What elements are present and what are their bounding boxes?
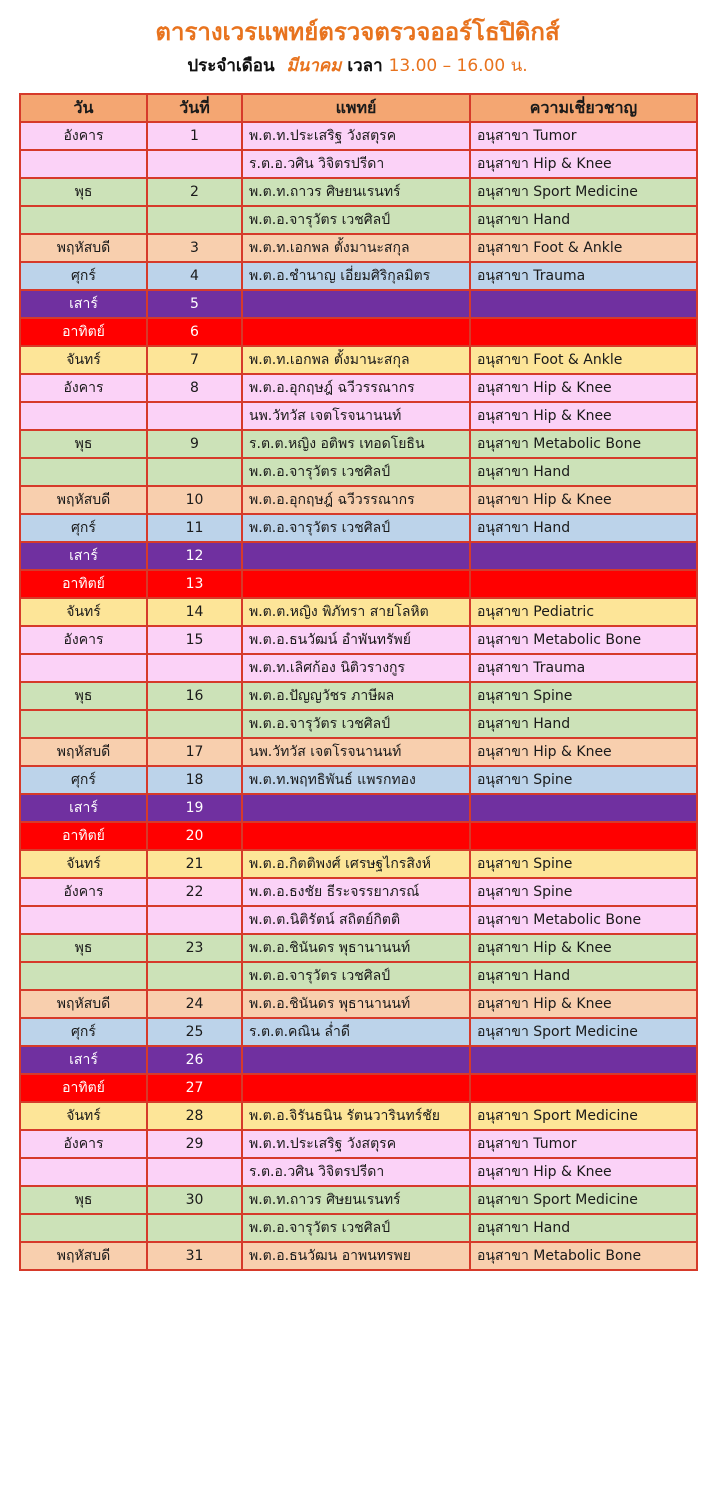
day-cell: ศุกร์ — [20, 262, 147, 290]
day-cell — [20, 150, 147, 178]
doctor-cell: พ.ต.ท.เลิศก้อง นิติวรางกูร — [242, 654, 470, 682]
doctor-cell: พ.ต.อ.จารุวัตร เวชศิลป์ — [242, 962, 470, 990]
date-cell: 26 — [147, 1046, 242, 1074]
date-cell — [147, 962, 242, 990]
specialty-cell — [470, 1046, 697, 1074]
doctor-cell: พ.ต.ต.นิติรัตน์ สถิตย์กิตติ — [242, 906, 470, 934]
table-row — [20, 962, 697, 990]
day-cell: อาทิตย์ — [20, 1074, 147, 1102]
date-cell: 20 — [147, 822, 242, 850]
specialty-cell: อนุสาขา Sport Medicine — [470, 1186, 697, 1214]
doctor-cell: พ.ต.ท.ถาวร ศิษยนเรนทร์ — [242, 178, 470, 206]
table-row — [20, 514, 697, 542]
date-cell — [147, 458, 242, 486]
specialty-cell: อนุสาขา Sport Medicine — [470, 1102, 697, 1130]
specialty-cell: อนุสาขา Metabolic Bone — [470, 906, 697, 934]
specialty-cell: อนุสาขา Hand — [470, 206, 697, 234]
specialty-cell: อนุสาขา Hand — [470, 1214, 697, 1242]
table-row — [20, 542, 697, 570]
specialty-cell: อนุสาขา Trauma — [470, 654, 697, 682]
doctor-cell — [242, 1074, 470, 1102]
doctor-cell: พ.ต.ท.ประเสริฐ วังสตุรค — [242, 122, 470, 150]
doctor-cell: ร.ต.ต.หญิง อติพร เทอดโยธิน — [242, 430, 470, 458]
day-cell — [20, 1158, 147, 1186]
doctor-cell — [242, 318, 470, 346]
specialty-cell: อนุสาขา Hand — [470, 962, 697, 990]
day-cell: เสาร์ — [20, 1046, 147, 1074]
specialty-cell: อนุสาขา Hand — [470, 458, 697, 486]
column-header-doctor: แพทย์ — [242, 94, 470, 122]
date-cell: 24 — [147, 990, 242, 1018]
day-cell — [20, 710, 147, 738]
table-row — [20, 318, 697, 346]
specialty-cell — [470, 1074, 697, 1102]
date-cell: 15 — [147, 626, 242, 654]
doctor-cell: พ.ต.อ.จารุวัตร เวชศิลป์ — [242, 514, 470, 542]
specialty-cell: อนุสาขา Spine — [470, 850, 697, 878]
date-cell: 2 — [147, 178, 242, 206]
day-cell: อาทิตย์ — [20, 822, 147, 850]
table-row — [20, 150, 697, 178]
table-row — [20, 234, 697, 262]
day-cell: เสาร์ — [20, 542, 147, 570]
day-cell: พุธ — [20, 682, 147, 710]
day-cell: อาทิตย์ — [20, 570, 147, 598]
table-row — [20, 290, 697, 318]
table-row — [20, 626, 697, 654]
day-cell — [20, 962, 147, 990]
date-cell — [147, 150, 242, 178]
doctor-cell — [242, 794, 470, 822]
specialty-cell: อนุสาขา Hip & Knee — [470, 1158, 697, 1186]
specialty-cell: อนุสาขา Sport Medicine — [470, 178, 697, 206]
specialty-cell: อนุสาขา Hip & Knee — [470, 738, 697, 766]
day-cell — [20, 206, 147, 234]
doctor-cell: พ.ต.อ.จารุวัตร เวชศิลป์ — [242, 206, 470, 234]
specialty-cell: อนุสาขา Hip & Knee — [470, 990, 697, 1018]
doctor-cell: พ.ต.ท.ถาวร ศิษยนเรนทร์ — [242, 1186, 470, 1214]
table-header-row — [20, 94, 697, 122]
table-row — [20, 878, 697, 906]
day-cell: อังคาร — [20, 626, 147, 654]
table-row — [20, 122, 697, 150]
specialty-cell: อนุสาขา Sport Medicine — [470, 1018, 697, 1046]
doctor-cell: ร.ต.อ.วศิน วิจิตรปรีดา — [242, 1158, 470, 1186]
table-row — [20, 850, 697, 878]
table-row — [20, 206, 697, 234]
table-row — [20, 794, 697, 822]
date-cell: 31 — [147, 1242, 242, 1270]
doctor-cell: พ.ต.อ.กิตติพงศ์ เศรษฐไกรสิงห์ — [242, 850, 470, 878]
date-cell — [147, 206, 242, 234]
doctor-cell — [242, 822, 470, 850]
doctor-cell: นพ.วัทวัส เจตโรจนานนท์ — [242, 402, 470, 430]
day-cell: จันทร์ — [20, 598, 147, 626]
date-cell — [147, 1158, 242, 1186]
table-row — [20, 682, 697, 710]
schedule-table — [19, 93, 698, 1271]
day-cell — [20, 1214, 147, 1242]
date-cell: 4 — [147, 262, 242, 290]
date-cell: 14 — [147, 598, 242, 626]
specialty-cell: อนุสาขา Hip & Knee — [470, 374, 697, 402]
day-cell: ศุกร์ — [20, 766, 147, 794]
table-row — [20, 710, 697, 738]
doctor-cell — [242, 1046, 470, 1074]
day-cell: ศุกร์ — [20, 514, 147, 542]
specialty-cell: อนุสาขา Trauma — [470, 262, 697, 290]
day-cell: ศุกร์ — [20, 1018, 147, 1046]
day-cell: อังคาร — [20, 122, 147, 150]
day-cell: จันทร์ — [20, 1102, 147, 1130]
specialty-cell — [470, 318, 697, 346]
table-row — [20, 654, 697, 682]
day-cell: พฤหัสบดี — [20, 1242, 147, 1270]
doctor-cell: ร.ต.ต.คณิน ล่ำดี — [242, 1018, 470, 1046]
specialty-cell: อนุสาขา Hip & Knee — [470, 150, 697, 178]
doctor-cell — [242, 290, 470, 318]
table-row — [20, 1018, 697, 1046]
table-row — [20, 1130, 697, 1158]
table-row — [20, 570, 697, 598]
doctor-cell: พ.ต.อ.ธนวัฒน์ อำพันทรัพย์ — [242, 626, 470, 654]
specialty-cell — [470, 570, 697, 598]
table-row — [20, 486, 697, 514]
specialty-cell: อนุสาขา Spine — [470, 682, 697, 710]
table-row — [20, 822, 697, 850]
day-cell: พุธ — [20, 934, 147, 962]
date-cell: 7 — [147, 346, 242, 374]
doctor-cell: พ.ต.ท.ประเสริฐ วังสตุรค — [242, 1130, 470, 1158]
table-row — [20, 1214, 697, 1242]
date-cell: 13 — [147, 570, 242, 598]
doctor-cell: พ.ต.อ.จารุวัตร เวชศิลป์ — [242, 458, 470, 486]
date-cell: 12 — [147, 542, 242, 570]
doctor-cell: พ.ต.อ.จารุวัตร เวชศิลป์ — [242, 710, 470, 738]
doctor-cell: พ.ต.อ.ชินันดร พุธานานนท์ — [242, 934, 470, 962]
day-cell: อาทิตย์ — [20, 318, 147, 346]
date-cell — [147, 906, 242, 934]
date-cell: 5 — [147, 290, 242, 318]
day-cell: อังคาร — [20, 1130, 147, 1158]
date-cell: 28 — [147, 1102, 242, 1130]
table-row — [20, 458, 697, 486]
date-cell: 30 — [147, 1186, 242, 1214]
doctor-cell: พ.ต.อ.อุกฤษฎ์ ฉวีวรรณากร — [242, 486, 470, 514]
specialty-cell: อนุสาขา Hip & Knee — [470, 486, 697, 514]
table-row — [20, 1102, 697, 1130]
date-cell: 27 — [147, 1074, 242, 1102]
date-cell: 25 — [147, 1018, 242, 1046]
table-row — [20, 906, 697, 934]
subtitle-month: มีนาคม — [286, 56, 342, 76]
date-cell: 17 — [147, 738, 242, 766]
table-row — [20, 402, 697, 430]
day-cell: เสาร์ — [20, 290, 147, 318]
table-row — [20, 262, 697, 290]
specialty-cell: อนุสาขา Metabolic Bone — [470, 626, 697, 654]
date-cell: 3 — [147, 234, 242, 262]
day-cell: จันทร์ — [20, 346, 147, 374]
date-cell: 19 — [147, 794, 242, 822]
doctor-cell — [242, 570, 470, 598]
date-cell: 21 — [147, 850, 242, 878]
day-cell: พุธ — [20, 178, 147, 206]
table-row — [20, 374, 697, 402]
date-cell — [147, 402, 242, 430]
date-cell: 23 — [147, 934, 242, 962]
table-row — [20, 1186, 697, 1214]
table-row — [20, 178, 697, 206]
table-row — [20, 1242, 697, 1270]
doctor-cell: พ.ต.อ.ธงชัย ธีระจรรยาภรณ์ — [242, 878, 470, 906]
doctor-cell: พ.ต.อ.ชำนาญ เอี่ยมศิริกุลมิตร — [242, 262, 470, 290]
specialty-cell: อนุสาขา Hip & Knee — [470, 402, 697, 430]
page-title: ตารางเวรแพทย์ตรวจตรวจออร์โธปิดิกส์ — [155, 18, 560, 46]
doctor-cell: พ.ต.อ.อุกฤษฎ์ ฉวีวรรณากร — [242, 374, 470, 402]
doctor-cell: พ.ต.อ.จิรันธนิน รัตนวารินทร์ชัย — [242, 1102, 470, 1130]
day-cell: พฤหัสบดี — [20, 738, 147, 766]
table-row — [20, 738, 697, 766]
specialty-cell: อนุสาขา Spine — [470, 878, 697, 906]
specialty-cell: อนุสาขา Pediatric — [470, 598, 697, 626]
specialty-cell — [470, 822, 697, 850]
doctor-cell: พ.ต.อ.ธนวัฒน อาพนทรพย — [242, 1242, 470, 1270]
date-cell: 22 — [147, 878, 242, 906]
table-row — [20, 346, 697, 374]
table-body — [20, 122, 697, 1270]
specialty-cell: อนุสาขา Hip & Knee — [470, 934, 697, 962]
specialty-cell: อนุสาขา Hand — [470, 710, 697, 738]
specialty-cell — [470, 542, 697, 570]
doctor-cell: พ.ต.อ.จารุวัตร เวชศิลป์ — [242, 1214, 470, 1242]
date-cell: 1 — [147, 122, 242, 150]
table-row — [20, 1046, 697, 1074]
day-cell: เสาร์ — [20, 794, 147, 822]
page-subtitle — [0, 52, 715, 79]
day-cell: พฤหัสบดี — [20, 234, 147, 262]
subtitle-time-value: 13.00 – 16.00 น. — [388, 56, 528, 76]
date-cell: 6 — [147, 318, 242, 346]
specialty-cell: อนุสาขา Metabolic Bone — [470, 430, 697, 458]
day-cell: พุธ — [20, 430, 147, 458]
table-row — [20, 1158, 697, 1186]
specialty-cell: อนุสาขา Hand — [470, 514, 697, 542]
subtitle-time-label: เวลา — [347, 56, 383, 76]
doctor-cell: พ.ต.อ.ชินันดร พุธานานนท์ — [242, 990, 470, 1018]
day-cell: พฤหัสบดี — [20, 486, 147, 514]
specialty-cell — [470, 794, 697, 822]
specialty-cell: อนุสาขา Foot & Ankle — [470, 346, 697, 374]
date-cell — [147, 1214, 242, 1242]
specialty-cell: อนุสาขา Tumor — [470, 122, 697, 150]
date-cell: 8 — [147, 374, 242, 402]
day-cell: พฤหัสบดี — [20, 990, 147, 1018]
date-cell: 29 — [147, 1130, 242, 1158]
specialty-cell: อนุสาขา Spine — [470, 766, 697, 794]
doctor-cell: พ.ต.ต.หญิง พิภัทรา สายโลหิต — [242, 598, 470, 626]
column-header-day: วัน — [20, 94, 147, 122]
doctor-cell: พ.ต.ท.พฤทธิพันธ์ แพรกทอง — [242, 766, 470, 794]
doctor-cell: นพ.วัทวัส เจตโรจนานนท์ — [242, 738, 470, 766]
specialty-cell: อนุสาขา Foot & Ankle — [470, 234, 697, 262]
doctor-cell: พ.ต.อ.ปัญญวัชร ภาษีผล — [242, 682, 470, 710]
table-row — [20, 1074, 697, 1102]
day-cell: จันทร์ — [20, 850, 147, 878]
day-cell — [20, 654, 147, 682]
table-row — [20, 766, 697, 794]
day-cell — [20, 458, 147, 486]
date-cell: 18 — [147, 766, 242, 794]
column-header-specialty: ความเชี่ยวชาญ — [470, 94, 697, 122]
doctor-cell: พ.ต.ท.เอกพล ตั้งมานะสกุล — [242, 346, 470, 374]
date-cell — [147, 654, 242, 682]
table-row — [20, 990, 697, 1018]
subtitle-prefix: ประจำเดือน — [187, 56, 275, 76]
doctor-cell: ร.ต.อ.วศิน วิจิตรปรีดา — [242, 150, 470, 178]
column-header-date: วันที่ — [147, 94, 242, 122]
day-cell — [20, 906, 147, 934]
table-row — [20, 934, 697, 962]
date-cell: 11 — [147, 514, 242, 542]
specialty-cell: อนุสาขา Metabolic Bone — [470, 1242, 697, 1270]
day-cell — [20, 402, 147, 430]
date-cell — [147, 710, 242, 738]
day-cell: อังคาร — [20, 374, 147, 402]
date-cell: 16 — [147, 682, 242, 710]
doctor-cell: พ.ต.ท.เอกพล ตั้งมานะสกุล — [242, 234, 470, 262]
specialty-cell — [470, 290, 697, 318]
table-row — [20, 430, 697, 458]
date-cell: 10 — [147, 486, 242, 514]
doctor-cell — [242, 542, 470, 570]
day-cell: พุธ — [20, 1186, 147, 1214]
day-cell: อังคาร — [20, 878, 147, 906]
table-row — [20, 598, 697, 626]
date-cell: 9 — [147, 430, 242, 458]
specialty-cell: อนุสาขา Tumor — [470, 1130, 697, 1158]
